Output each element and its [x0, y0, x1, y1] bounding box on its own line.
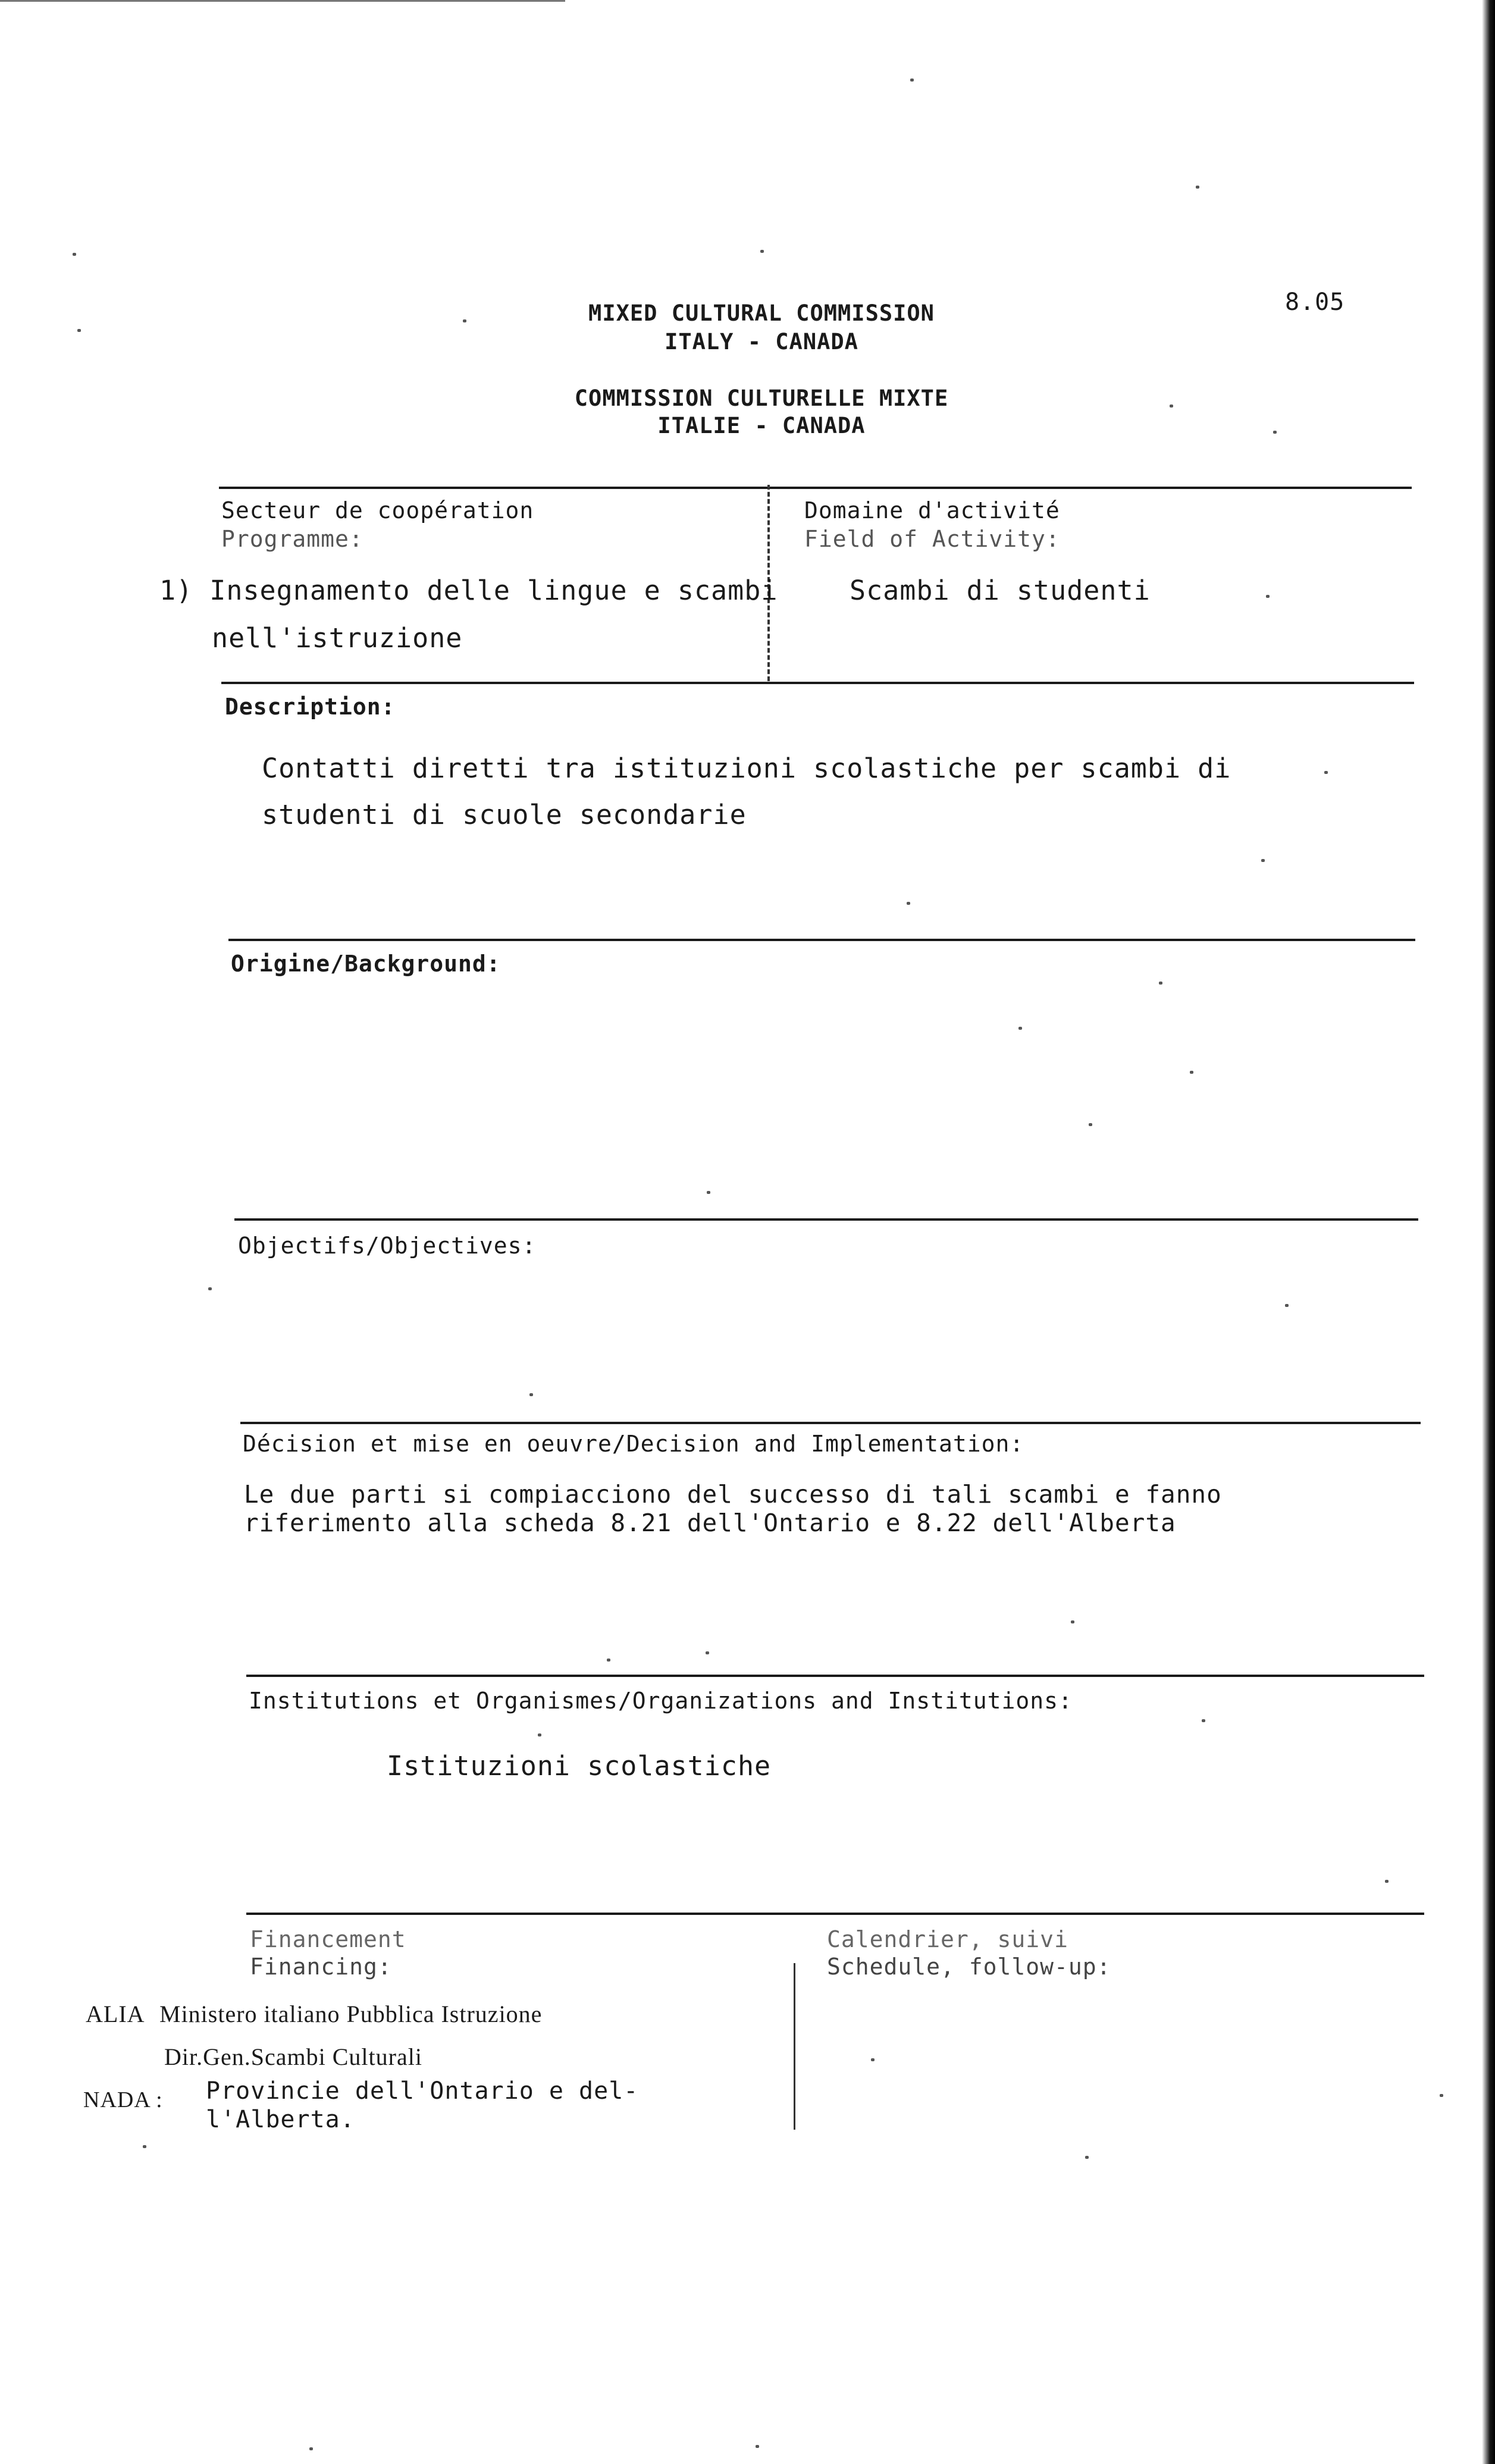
activity-label-fr: Domaine d'activité — [804, 497, 1060, 523]
scan-speck — [1202, 1719, 1205, 1722]
title-fr-line2: ITALIE - CANADA — [657, 413, 866, 438]
scan-speck — [208, 1287, 212, 1290]
rule-description — [221, 682, 1414, 684]
title-en-line2: ITALY - CANADA — [665, 329, 858, 355]
decision-line1: Le due parti si compiacciono del successo di tali scambi e fanno — [244, 1480, 1222, 1509]
scan-speck — [907, 902, 910, 905]
scan-speck — [1018, 1027, 1022, 1030]
scan-speck — [1285, 1304, 1289, 1307]
scan-speck — [1196, 186, 1199, 189]
sector-label-en: Programme: — [221, 526, 363, 552]
description-line1: Contatti diretti tra istituzioni scolastiche per scambi di — [262, 753, 1231, 784]
scan-speck — [607, 1659, 610, 1662]
rule-top — [219, 487, 1412, 489]
sector-value-line1: 1) Insegnamento delle lingue e scambi — [159, 575, 778, 606]
scan-speck — [910, 79, 914, 81]
scan-speck — [760, 250, 764, 253]
schedule-label-fr: Calendrier, suivi — [827, 1926, 1068, 1952]
scan-speck — [463, 319, 466, 322]
financing-canada-prefix: NADA : — [83, 2087, 163, 2112]
activity-label-en: Field of Activity: — [804, 526, 1060, 552]
scan-speck — [707, 1191, 710, 1194]
rule-background — [228, 939, 1415, 941]
scan-speck — [1440, 2094, 1443, 2097]
scan-speck — [538, 1733, 541, 1736]
scan-speck — [1159, 982, 1162, 985]
scan-speck — [1261, 859, 1265, 862]
background-label: Origine/Background: — [231, 951, 501, 977]
sector-value-line2: nell'istruzione — [212, 622, 463, 654]
description-label: Description: — [225, 694, 396, 720]
scan-speck — [73, 253, 76, 256]
title-fr-line1: COMMISSION CULTURELLE MIXTE — [574, 385, 949, 411]
title-en-line1: MIXED CULTURAL COMMISSION — [588, 300, 935, 326]
scan-speck — [1385, 1880, 1389, 1883]
scan-speck — [309, 2447, 313, 2450]
scan-speck — [1085, 2156, 1089, 2159]
financing-italia-line2: Dir.Gen.Scambi Culturali — [164, 2043, 422, 2070]
description-line2: studenti di scuole secondarie — [262, 799, 747, 830]
rule-decision — [240, 1422, 1421, 1424]
rule-institutions — [246, 1675, 1424, 1677]
sector-label-fr: Secteur de coopération — [221, 497, 534, 523]
scan-speck — [1266, 595, 1270, 598]
schedule-label-en: Schedule, follow-up: — [827, 1954, 1111, 1980]
decision-label: Décision et mise en oeuvre/Decision and Implementation: — [243, 1431, 1024, 1457]
scan-speck — [143, 2145, 146, 2148]
decision-line2: riferimento alla scheda 8.21 dell'Ontario e 8.22 dell'Alberta — [244, 1509, 1176, 1537]
scan-speck — [706, 1651, 709, 1654]
scan-speck — [1190, 1071, 1193, 1074]
institutions-value: Istituzioni scolastiche — [387, 1750, 772, 1782]
activity-value: Scambi di studenti — [850, 575, 1151, 606]
scan-speck — [1089, 1123, 1092, 1126]
page-number: 8.05 — [1285, 289, 1345, 316]
scan-speck — [871, 2058, 875, 2061]
financing-canada-line2: l'Alberta. — [206, 2106, 355, 2133]
top-edge-line — [0, 0, 565, 2]
financing-canada-line1: Provincie dell'Ontario e del- — [206, 2077, 639, 2105]
scan-speck — [1273, 431, 1277, 434]
scan-speck — [1071, 1620, 1074, 1623]
scan-speck — [529, 1393, 533, 1396]
objectives-label: Objectifs/Objectives: — [238, 1233, 537, 1259]
financing-italia-prefix: ALIA — [86, 2001, 145, 2027]
financing-label-en: Financing: — [250, 1954, 392, 1980]
scan-speck — [1170, 405, 1173, 407]
financing-italia-line1: Ministero italiano Pubblica Istruzione — [159, 2001, 543, 2027]
right-scan-border — [1482, 0, 1495, 2464]
financing-label-fr: Financement — [250, 1926, 406, 1952]
scan-speck — [1324, 771, 1328, 774]
scan-speck — [77, 329, 81, 332]
column-divider-bottom — [794, 1963, 795, 2130]
scan-speck — [756, 2445, 759, 2448]
rule-objectives — [234, 1218, 1418, 1221]
institutions-label: Institutions et Organismes/Organizations and Institutions: — [249, 1688, 1073, 1714]
rule-financing — [246, 1913, 1424, 1915]
